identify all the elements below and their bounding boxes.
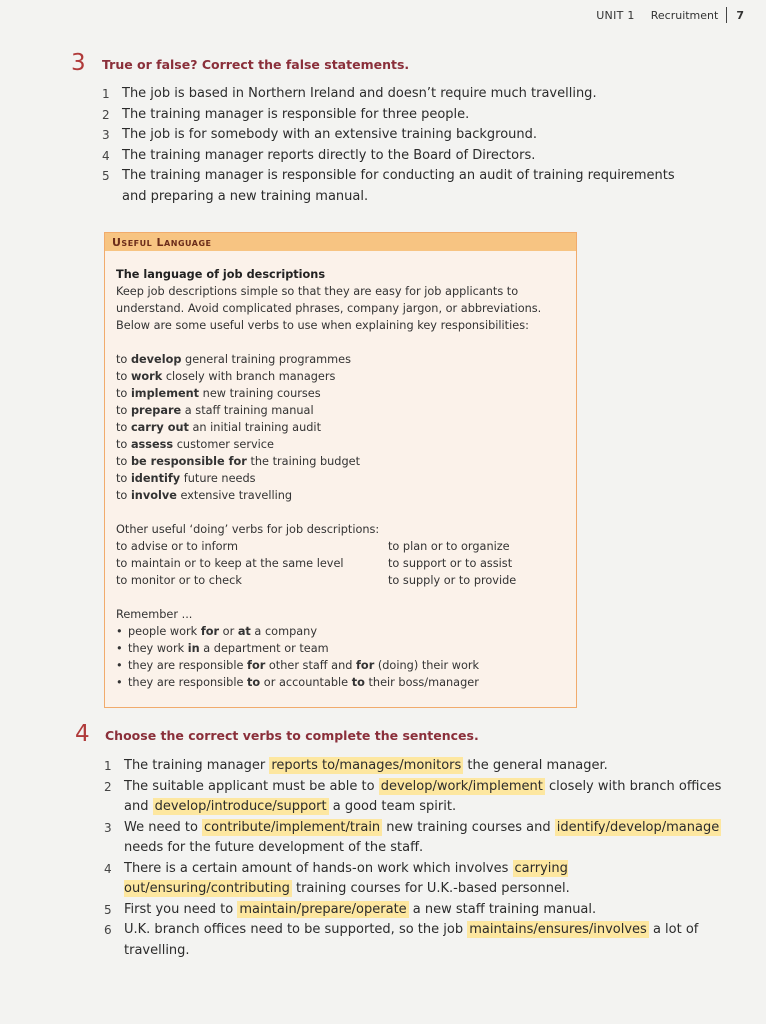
other-verbs-title: Other useful ‘doing’ verbs for job descriptions: bbox=[116, 523, 380, 536]
header-divider bbox=[726, 7, 727, 23]
phrase: to develop general training programmes bbox=[116, 353, 351, 366]
section-label: Recruitment bbox=[650, 8, 719, 22]
running-head bbox=[596, 7, 744, 23]
page-number: 7 bbox=[736, 8, 744, 22]
verb-choice: carrying out/ensuring/contributing bbox=[124, 860, 568, 896]
phrase: to be responsible for the training budget bbox=[116, 455, 361, 468]
other-verb: to maintain or to keep at the same level bbox=[116, 557, 344, 570]
phrase: to implement new training courses bbox=[116, 387, 321, 400]
other-verbs-columns bbox=[116, 538, 566, 589]
other-verb: to advise or to inform bbox=[116, 540, 238, 553]
useful-language-heading: Useful Language bbox=[105, 233, 576, 251]
phrase: to carry out an initial training audit bbox=[116, 421, 322, 434]
exercise-4-list bbox=[104, 756, 724, 961]
list-item: • they work in a department or team bbox=[116, 640, 566, 657]
list-item: • people work for or at a company bbox=[116, 623, 566, 640]
list-item: 2 The suitable applicant must be able to develop/work/implement closely with branch offices and develop/introduce/support a good team spirit. bbox=[104, 778, 722, 814]
intro-line: understand. Avoid complicated phrases, company jargon, or abbreviations. bbox=[116, 302, 542, 315]
verb-choice: maintain/prepare/operate bbox=[239, 901, 407, 917]
list-item: • they are responsible for other staff and for (doing) their work bbox=[116, 657, 566, 674]
phrase: to involve extensive travelling bbox=[116, 489, 293, 502]
other-verb: to plan or to organize bbox=[388, 540, 510, 553]
other-verb: to support or to assist bbox=[388, 557, 513, 570]
list-item: 1 The training manager reports to/manages/monitors the general manager. bbox=[104, 758, 608, 773]
box-subheading: The language of job descriptions bbox=[116, 268, 326, 281]
phrase: to prepare a staff training manual bbox=[116, 404, 314, 417]
remember-list bbox=[116, 623, 566, 691]
exercise-3-list bbox=[102, 84, 682, 207]
phrase: to identify future needs bbox=[116, 472, 256, 485]
verb-choice: identify/develop/manage bbox=[556, 819, 720, 835]
list-item: 2 The training manager is responsible for three people. bbox=[102, 106, 470, 122]
exercise-4-number: 4 bbox=[75, 721, 90, 747]
phrase: to assess customer service bbox=[116, 438, 274, 451]
verb-choice: develop/introduce/support bbox=[154, 799, 327, 814]
verb-choice: maintains/ensures/involves bbox=[469, 922, 647, 937]
phrase: to work closely with branch managers bbox=[116, 370, 336, 383]
list-item: 4 The training manager reports directly to the Board of Directors. bbox=[102, 147, 536, 163]
unit-label: UNIT 1 bbox=[596, 8, 635, 22]
exercise-3-title: True or false? Correct the false statements. bbox=[102, 57, 410, 72]
exercise-3-number: 3 bbox=[71, 50, 86, 76]
remember-title: Remember ... bbox=[116, 608, 193, 621]
list-item: 5 First you need to maintain/prepare/operate a new staff training manual. bbox=[104, 901, 597, 917]
other-verb: to supply or to provide bbox=[388, 574, 517, 587]
list-item: 3 The job is for somebody with an extensive training background. bbox=[102, 127, 538, 142]
list-item: 3 We need to contribute/implement/train new training courses and identify/develop/manage needs for the future development of the staff. bbox=[104, 819, 720, 855]
list-item: 5 The training manager is responsible for conducting an audit of training requirements and preparing a new training manual. bbox=[102, 168, 675, 204]
exercise-4-title: Choose the correct verbs to complete the sentences. bbox=[105, 728, 479, 743]
verb-choice: reports to/manages/monitors bbox=[271, 758, 462, 773]
list-item: 1 The job is based in Northern Ireland and doesn’t require much travelling. bbox=[102, 86, 597, 101]
intro-line: Below are some useful verbs to use when explaining key responsibilities: bbox=[116, 319, 529, 332]
useful-language-box bbox=[104, 232, 577, 708]
verb-choice: develop/work/implement bbox=[380, 778, 543, 794]
list-item: 6 U.K. branch offices need to be supported, so the job maintains/ensures/involves a lot of travelling. bbox=[104, 922, 699, 958]
other-verb: to monitor or to check bbox=[116, 574, 242, 587]
list-item: 4 There is a certain amount of hands-on work which involves carrying out/ensuring/contributing training courses for U.K.-based personnel. bbox=[104, 860, 570, 896]
list-item: • they are responsible to or accountable to their boss/manager bbox=[116, 674, 566, 691]
intro-line: Keep job descriptions simple so that they are easy for job applicants to bbox=[116, 285, 519, 298]
verb-choice: contribute/implement/train bbox=[204, 819, 381, 835]
